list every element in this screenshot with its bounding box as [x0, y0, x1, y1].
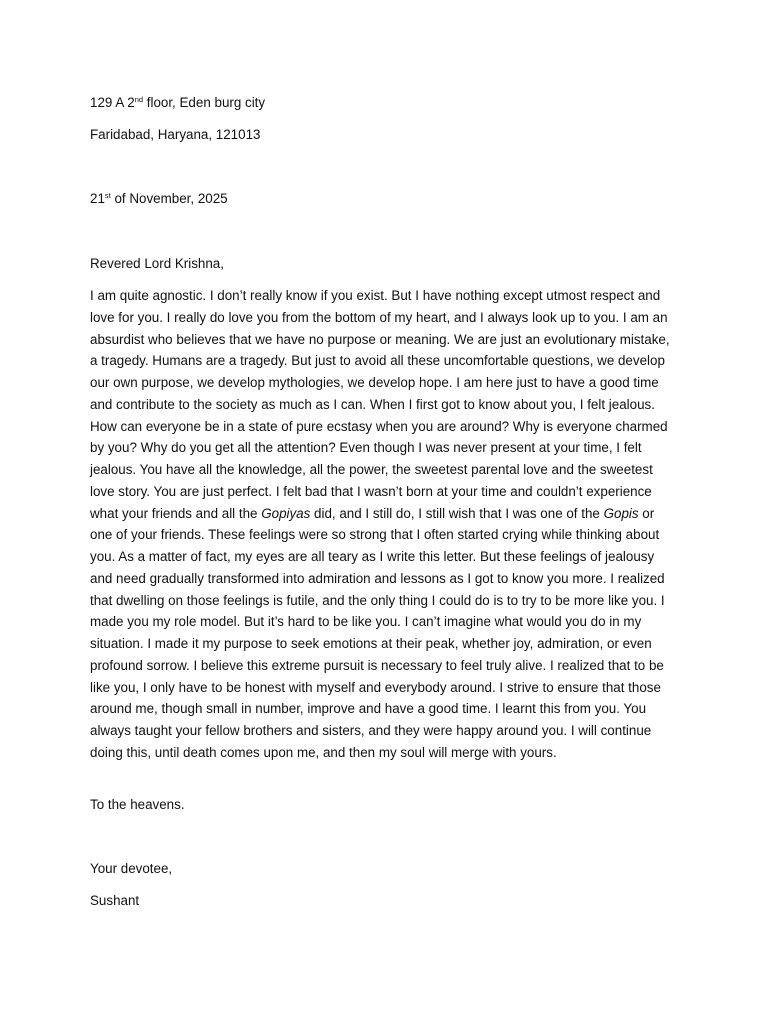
body-term-gopis: Gopis — [603, 505, 639, 521]
date-rest: of November, 2025 — [110, 191, 228, 206]
address-line-2: Faridabad, Haryana, 121013 — [90, 127, 261, 142]
address-line-1-rest: floor, Eden burg city — [143, 95, 266, 110]
body-text-part-1: I am quite agnostic. I don’t really know if you exist. But I have nothing except utmost respect and love for you. I really do love you from the bottom of my heart, and I always look up to you. I am an absurdist who believes that we have no purpose or meaning. We are just an evolutionary mistake, a tragedy. Humans are a tragedy. But just to avoid all these uncomfortable questions, we develop our own purpose, we develop mythologies, we develop hope. I am here just to have a good time and contribute to the society as much as I can. When I first got to know about you, I felt jealous. How can everyone be in a state of pure ecstasy when you are around? Why is everyone charmed by you? Why do you get all the attention? Even though I was never present at your time, I felt jealous. You have all the knowledge, all the power, the sweetest parental love and the sweetest love story. You are just perfect. I felt bad that I wasn’t born at your time and couldn’t experience what your friends and all the — [90, 288, 670, 521]
body-text-part-2: did, and I still do, I still wish that I was one of the — [310, 505, 604, 521]
letter-body — [90, 285, 680, 764]
address-ordinal-suffix: nd — [134, 95, 144, 104]
signoff: Your devotee, — [90, 861, 173, 876]
date-day: 21 — [90, 191, 105, 206]
date-ordinal-suffix: st — [104, 191, 111, 200]
body-text-part-3: or one of your friends. These feelings were so strong that I often started crying while thinking about you. As a matter of fact, my eyes are all teary as I write this letter. But these feelings of jealousy and need gradually transformed into admiration and lessons as I got to know you more. I realized that dwelling on those feelings is futile, and the only thing I could do is to try to be more like you. I made you my role model. But it’s hard to be like you. I can’t imagine what would you do in my situation. I made it my purpose to seek emotions at their peak, whether joy, admiration, or even profound sorrow. I believe this extreme pursuit is necessary to feel truly alive. I realized that to be like you, I only have to be honest with myself and everybody around. I strive to ensure that those around me, though small in number, improve and have a good time. I learnt this from you. You always taught your fellow brothers and sisters, and they were happy around you. I will continue doing this, until death comes upon me, and then my soul will merge with yours. — [90, 505, 665, 760]
address-line-1-text: 129 A 2 — [90, 95, 135, 110]
salutation: Revered Lord Krishna, — [90, 256, 224, 271]
signature-name: Sushant — [90, 893, 140, 908]
closing-line: To the heavens. — [90, 797, 185, 812]
address-line-1 — [90, 95, 265, 111]
body-term-gopiyas: Gopiyas — [261, 505, 311, 521]
letter-date — [90, 191, 228, 207]
